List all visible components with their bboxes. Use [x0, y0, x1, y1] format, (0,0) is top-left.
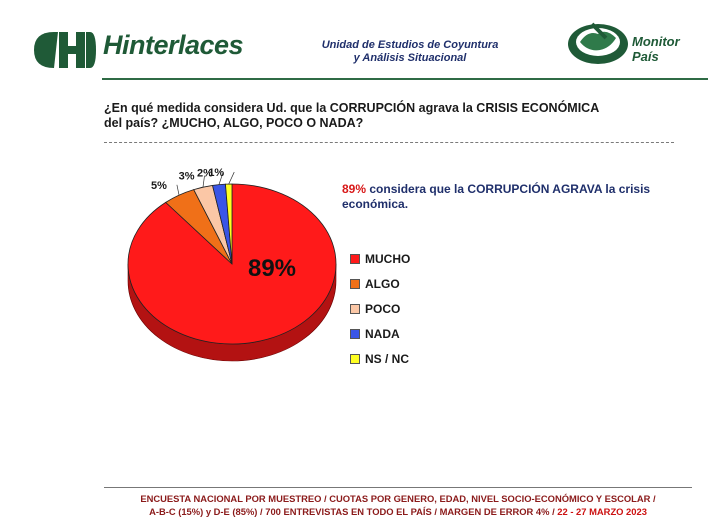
legend-label: POCO [365, 302, 401, 316]
pie-data-label: 2% [197, 167, 213, 180]
pie-leader-line [177, 185, 179, 195]
key-finding-pct: 89% [342, 182, 367, 196]
survey-methodology [104, 492, 692, 518]
unit-title-line2: y Análisis Situacional [353, 52, 467, 64]
legend-swatch [350, 329, 360, 339]
unit-title [296, 39, 524, 65]
key-finding-line2: económica. [342, 197, 409, 211]
legend-label: MUCHO [365, 252, 411, 266]
monitor-line2: País [632, 49, 659, 64]
monitor-pais-logo-icon [566, 18, 630, 66]
question-line1: ¿En qué medida considera Ud. que la CORRUPCIÓN agrava la CRISIS ECONÓMICA [104, 101, 600, 115]
legend-swatch [350, 304, 360, 314]
legend-item [350, 277, 400, 291]
legend-swatch [350, 279, 360, 289]
header-divider [102, 78, 708, 80]
legend-label: ALGO [365, 277, 400, 291]
survey-dates: 22 - 27 MARZO 2023 [557, 506, 647, 517]
question-line2: del país? ¿MUCHO, ALGO, POCO O NADA? [104, 116, 364, 130]
unit-title-line1: Unidad de Estudios de Coyuntura [321, 39, 499, 51]
survey-question [104, 101, 684, 131]
key-finding-text: considera que la CORRUPCIÓN AGRAVA la crisis [366, 182, 651, 196]
brand-name: Hinterlaces [103, 30, 244, 60]
legend-item [350, 327, 400, 341]
monitor-pais-title [632, 34, 680, 64]
legend-label: NS / NC [365, 352, 410, 366]
pie-chart [90, 167, 350, 375]
pie-center-label: 89% [247, 255, 297, 282]
monitor-line1: Monitor [632, 34, 680, 49]
legend-swatch [350, 254, 360, 264]
legend-item [350, 352, 409, 366]
footer-divider [104, 487, 692, 488]
legend-item [350, 302, 400, 316]
pie-data-label: 5% [151, 179, 167, 192]
hinterlaces-logo-icon [32, 30, 98, 70]
methodology-line2 [104, 505, 692, 518]
pie-data-label: 3% [178, 170, 195, 183]
question-divider [104, 142, 674, 143]
key-finding-line1 [342, 182, 682, 197]
pie-leader-line [229, 172, 234, 184]
methodology-details: A-B-C (15%) y D-E (85%) / 700 ENTREVISTAS EN TODO EL PAÍS / MARGEN DE ERROR 4% / [149, 506, 558, 517]
key-finding [342, 182, 682, 212]
legend-swatch [350, 354, 360, 364]
legend-label: NADA [365, 327, 400, 341]
legend-item [350, 252, 410, 266]
methodology-line1: ENCUESTA NACIONAL POR MUESTREO / CUOTAS POR GENERO, EDAD, NIVEL SOCIO-ECONÓMICO Y ESCOLAR / [140, 493, 656, 504]
pie-data-label: 1% [208, 167, 225, 180]
